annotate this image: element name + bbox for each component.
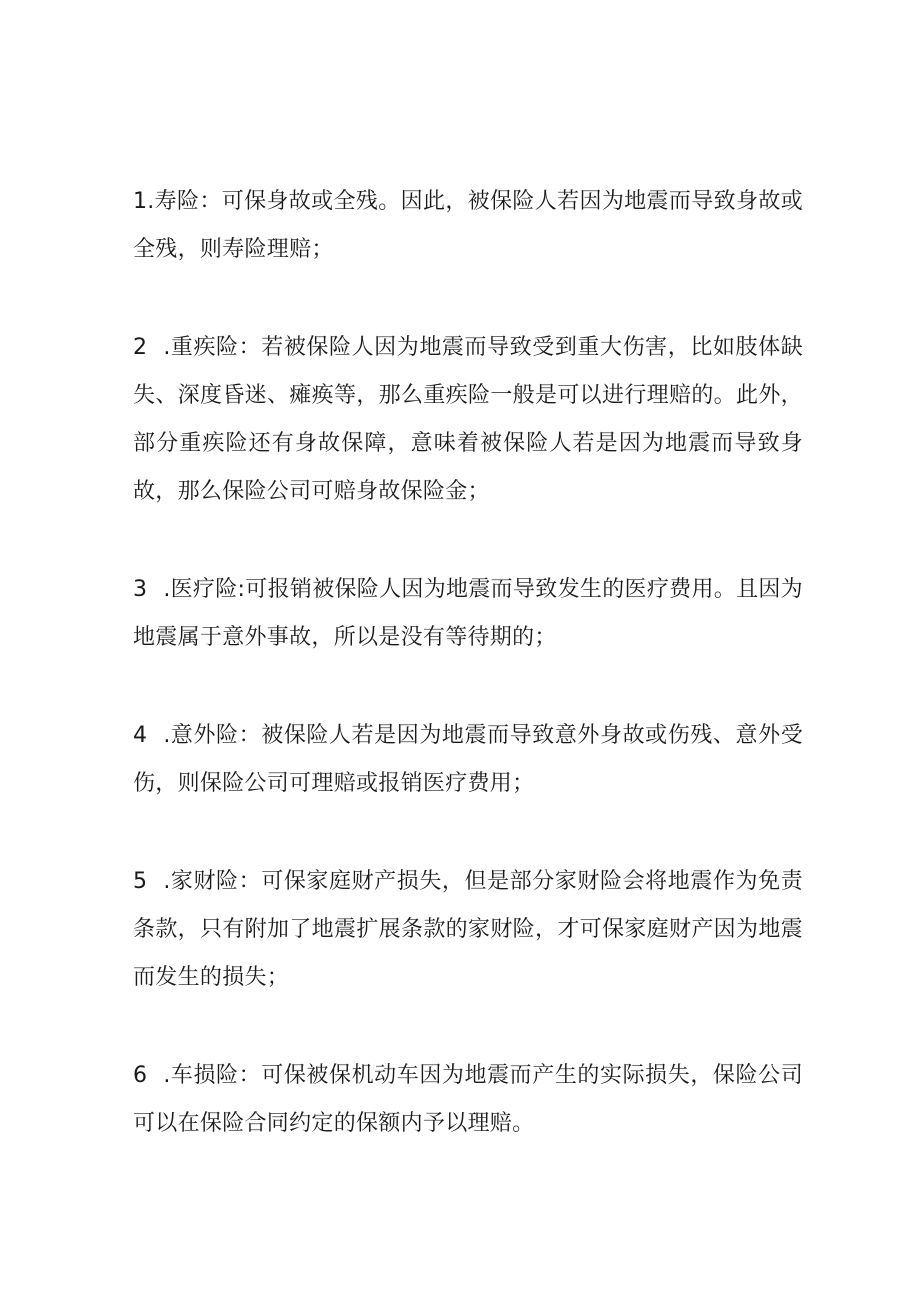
paragraph-number: 3: [133, 577, 148, 602]
document-body: [133, 178, 803, 1198]
paragraph-number: 2: [133, 335, 148, 360]
paragraph-text: .医疗险:可报销被保险人因为地震而导致发生的医疗费用。且因为地震属于意外事故，所以是没有等待期的；: [133, 577, 803, 650]
paragraph-5: [133, 858, 803, 1002]
paragraph-4: [133, 712, 803, 808]
paragraph-text: .意外险：被保险人若是因为地震而导致意外身故或伤残、意外受伤，则保险公司可理赔或报销医疗费用；: [133, 723, 803, 796]
paragraph-6: [133, 1052, 803, 1148]
paragraph-number: 1.: [133, 189, 155, 214]
paragraph-number: 6: [133, 1063, 148, 1088]
paragraph-text: 寿险：可保身故或全残。因此，被保险人若因为地震而导致身故或全残，则寿险理赔；: [133, 189, 803, 262]
paragraph-number: 4: [133, 723, 148, 748]
paragraph-text: .家财险：可保家庭财产损失，但是部分家财险会将地震作为免责条款，只有附加了地震扩展条款的家财险，才可保家庭财产因为地震而发生的损失；: [133, 869, 803, 990]
paragraph-2: [133, 324, 803, 516]
paragraph-text: .重疾险：若被保险人因为地震而导致受到重大伤害，比如肢体缺失、深度昏迷、瘫痪等，那么重疾险一般是可以进行理赔的。此外，部分重疾险还有身故保障，意味着被保险人若是因为地震而导致身故，那么保险公司可赔身故保险金；: [133, 335, 803, 504]
paragraph-text: .车损险：可保被保机动车因为地震而产生的实际损失，保险公司可以在保险合同约定的保额内予以理赔。: [133, 1063, 803, 1136]
paragraph-3: [133, 566, 803, 662]
paragraph-1: [133, 178, 803, 274]
paragraph-number: 5: [133, 869, 148, 894]
